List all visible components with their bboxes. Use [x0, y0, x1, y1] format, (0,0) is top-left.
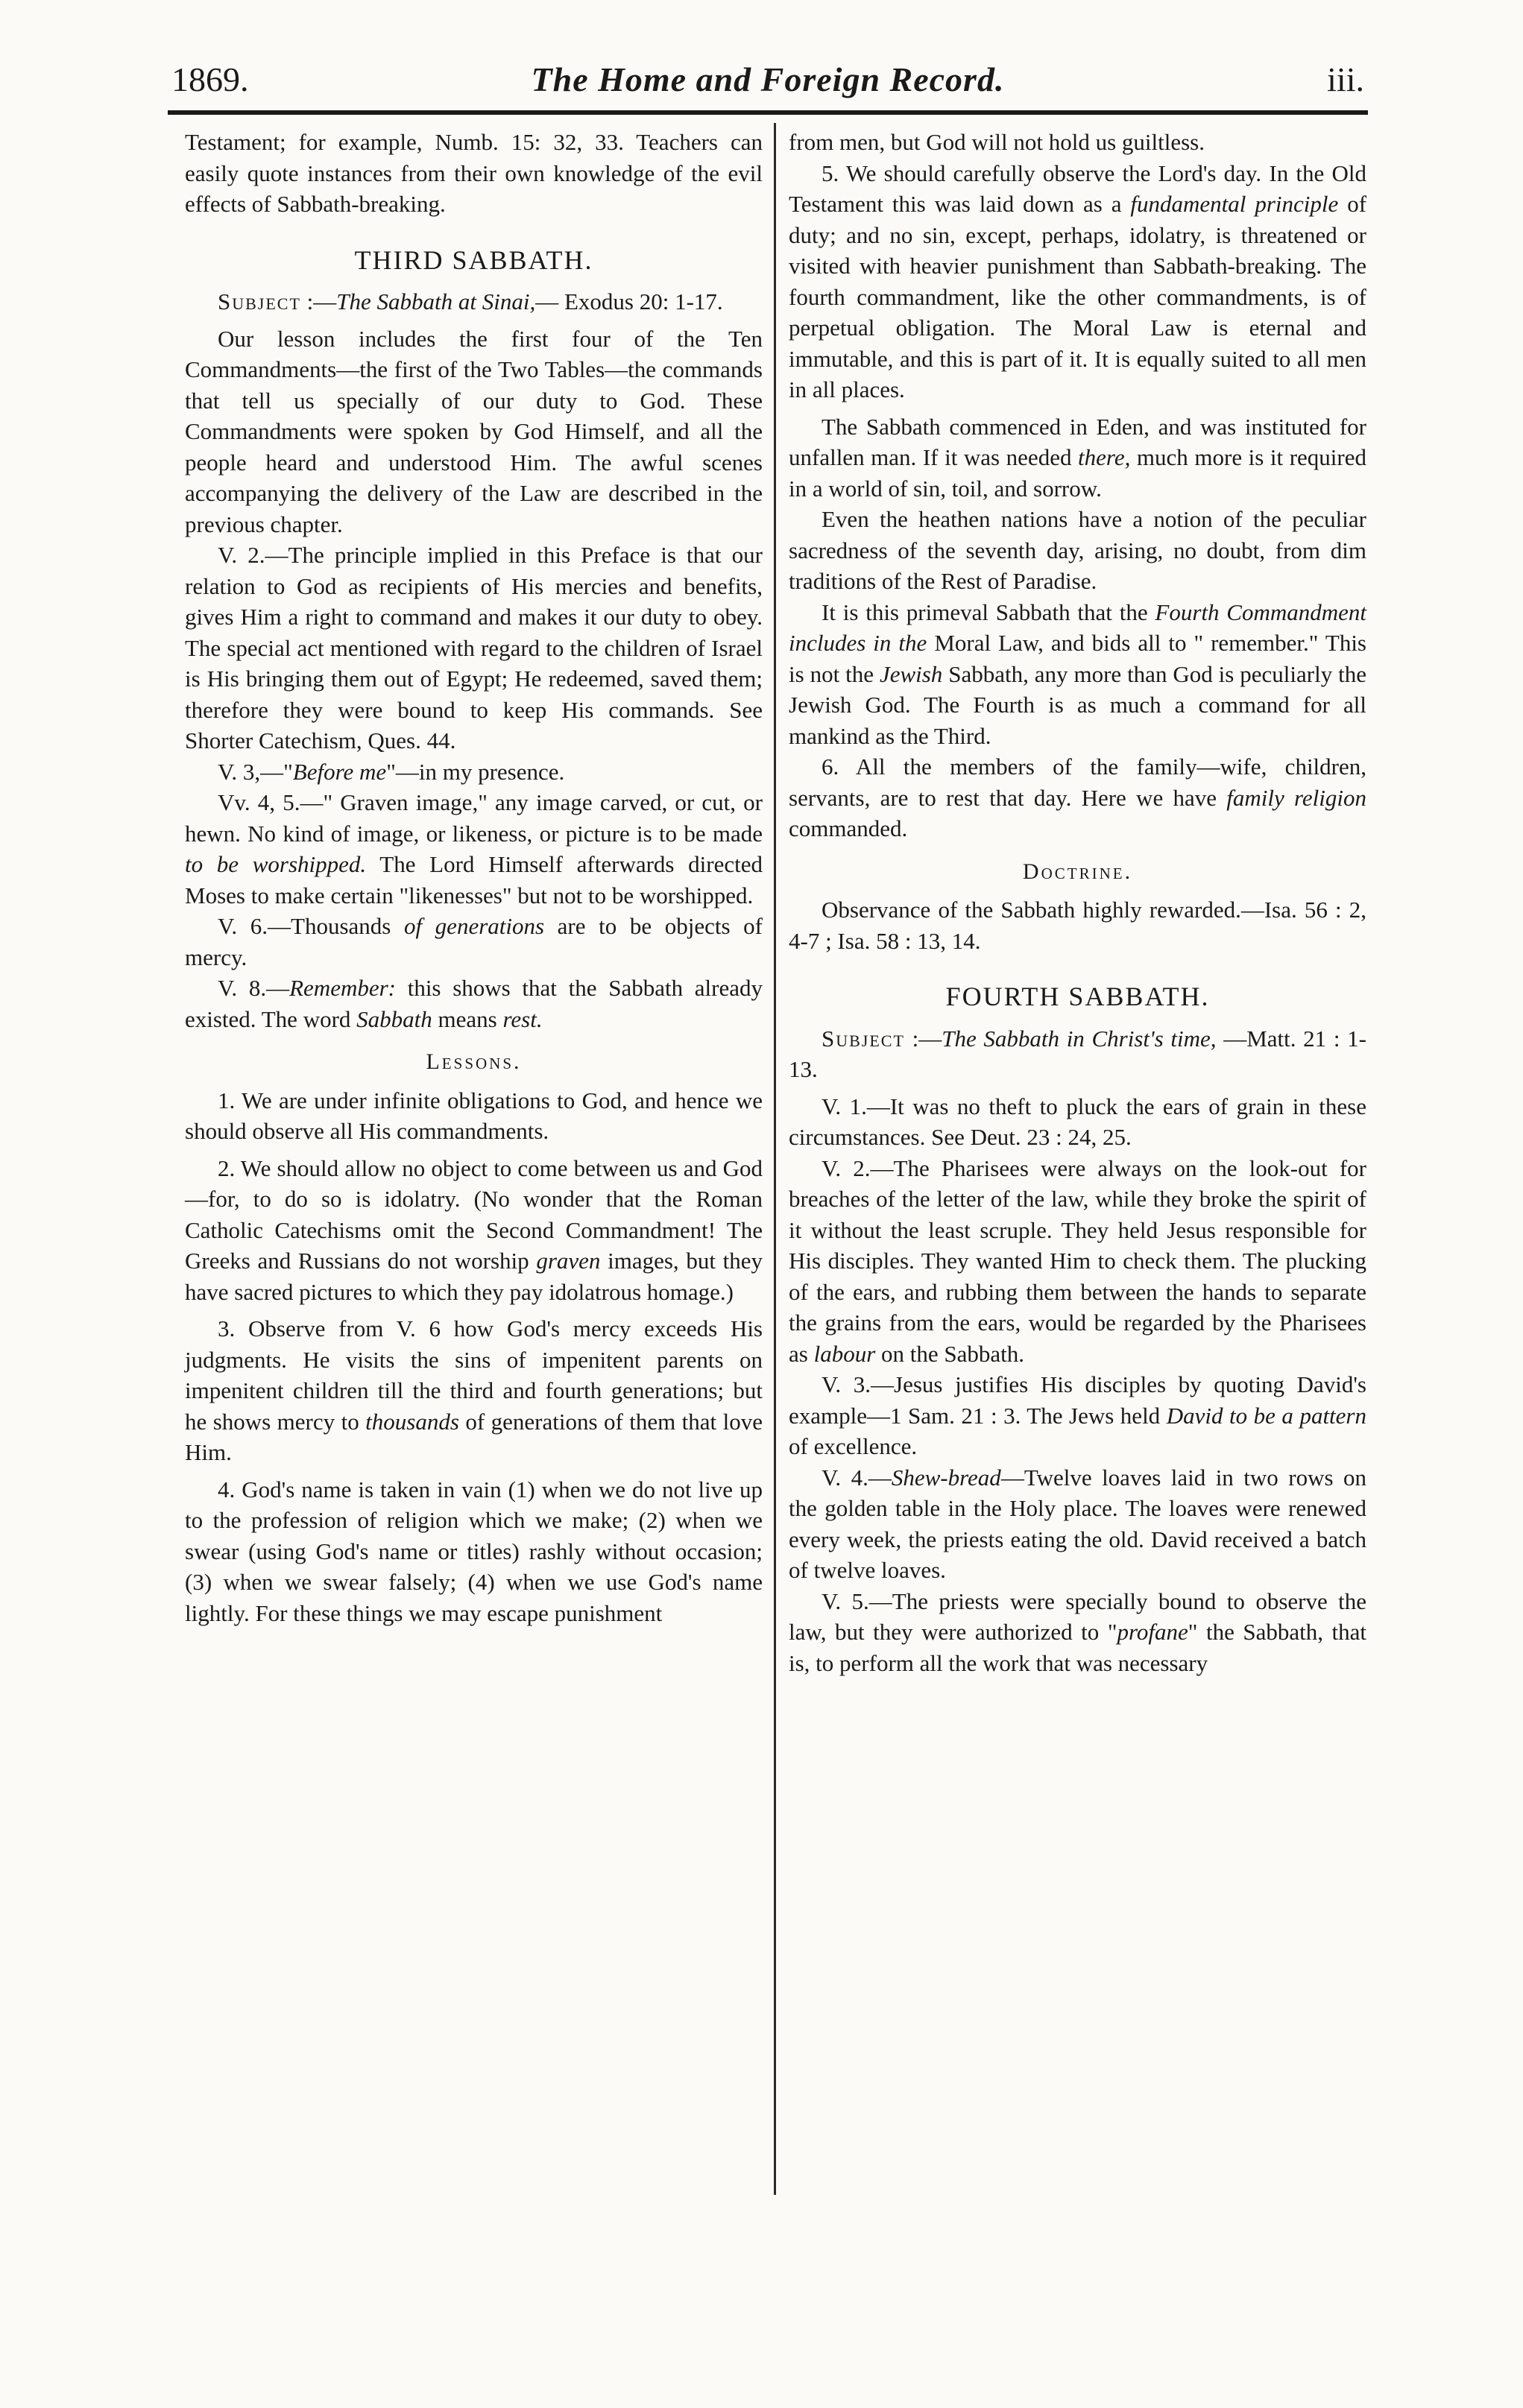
text-run: much more is it required in a world of sin, toil, and sorrow. [789, 444, 1366, 502]
subject-reference: —Matt. 21 : 1-13. [789, 1025, 1366, 1082]
subject-separator: :— [904, 1025, 942, 1052]
paragraph: Our lesson includes the first four of the Ten Commandments—the first of the Two Tables—the commands that tell us specially of our duty to God. These Commandments were spoken by God Himself, and all the people heard and understood Him. The awful scenes accompanying the delivery of the Law are described in the previous chapter. [185, 325, 763, 537]
header-rule [168, 110, 1368, 115]
subject-separator: :— [300, 288, 337, 315]
text-run-italic: Shew-bread [891, 1464, 1001, 1491]
text-run: commanded. [789, 815, 908, 841]
subject-line [185, 286, 763, 317]
text-run: —Twelve loaves laid in two rows on the golden table in the Holy place. The loaves were renewed every week, the priests eating the old. David received a batch of twelve loaves. [789, 1464, 1366, 1583]
subject-line [789, 1023, 1366, 1085]
doctrine-heading: Doctrine. [1022, 859, 1133, 884]
text-run: V. 4.— [822, 1464, 892, 1491]
subject-label: Subject [822, 1025, 905, 1052]
lesson-item [185, 1313, 763, 1468]
text-run: The Sabbath commenced in Eden, and was instituted for unfallen man. If it was needed [789, 413, 1366, 470]
text-run-italic: to be worshipped. [185, 851, 367, 877]
text-run: It is this primeval Sabbath that the [822, 598, 1155, 625]
text-run-italic: David to be a pattern [1166, 1402, 1366, 1429]
text-run: on the Sabbath. [875, 1340, 1025, 1367]
text-run: Moral Law, and bids all to " remember." This is not the [789, 630, 1367, 687]
column-divider [774, 123, 776, 2195]
paragraph [789, 597, 1366, 752]
text-run: V. 8.— [218, 975, 290, 1001]
text-run: V. 2.—The Pharisees were always on the look-out for breaches of the letter of the law, while they broke the spirit of it without the least scruple. They held Jesus responsible for His disciples. They wanted Him to check them. The plucking of the ears, and rubbing them between the hands to separate the grains from the ears, would be regarded by the Pharisees as [789, 1154, 1366, 1367]
verse-note [789, 1586, 1366, 1679]
paragraph [789, 411, 1366, 505]
header-year: 1869. [171, 60, 249, 98]
text-run-italic: labour [813, 1340, 876, 1367]
lesson-item [789, 751, 1366, 844]
text-run-italic: Jewish [879, 660, 943, 687]
text-run-italic: Fourth Commandment includes in the [789, 598, 1367, 656]
text-run-italic: of generations [403, 913, 545, 939]
subject-text: The Sabbath at Sinai, [336, 288, 536, 315]
section-heading: FOURTH SABBATH. [945, 982, 1210, 1011]
text-run: are to be objects of mercy. [185, 913, 763, 970]
verse-note: V. 2.—The principle implied in this Preface is that our relation to God as recipients of His mercies and benefits, gives Him a right to command and makes it our duty to obey. The special act mentioned with regard to the children of Israel is His bringing them out of Egypt; He redeemed, saved them; therefore they were bound to keep His commands. See Shorter Catechism, Ques. 44. [185, 542, 763, 753]
text-run: means [432, 1005, 503, 1032]
text-run-italic: thousands [365, 1408, 459, 1435]
verse-note [789, 1369, 1366, 1462]
lesson-item [789, 158, 1366, 405]
right-column [789, 127, 1366, 1678]
verse-note [789, 1462, 1366, 1586]
verse-note [789, 1153, 1366, 1370]
text-run-italic: Remember: [289, 975, 396, 1001]
subject-reference: — Exodus 20: 1-17. [535, 288, 723, 315]
left-column [185, 127, 763, 1628]
text-run: Sabbath, any more than God is peculiarly the Jewish God. The Fourth is as much a command for all mankind as the Third. [789, 660, 1367, 749]
verse-note [185, 756, 763, 788]
verse-note [185, 787, 763, 911]
text-run: "—in my presence. [386, 758, 565, 785]
text-run: 3. Observe from V. 6 how God's mercy exceeds His judgments. He visits the sins of impenitent parents on impenitent children till the third and fourth generations; but he shows mercy to [185, 1315, 763, 1435]
text-run-italic: profane [1117, 1619, 1188, 1645]
text-run: 6. All the members of the family—wife, children, servants, are to rest that day. Here we have [789, 753, 1366, 811]
lessons-heading: Lessons. [426, 1049, 522, 1074]
text-run: 5. We should carefully observe the Lord's day. In the Old Testament this was laid down as a [789, 159, 1366, 217]
section-heading: THIRD SABBATH. [354, 244, 593, 275]
text-run: V. 5.—The priests were specially bound to observe the law, but they were authorized to " [789, 1587, 1366, 1645]
text-run-italic: rest. [502, 1005, 543, 1032]
verse-note [185, 973, 763, 1034]
text-run: images, but they have sacred pictures to which they pay idolatrous homage.) [185, 1248, 763, 1305]
paragraph: Observance of the Sabbath highly rewarded.—Isa. 56 : 2, 4-7 ; Isa. 58 : 13, 14. [789, 897, 1366, 954]
verse-note: V. 1.—It was no theft to pluck the ears of grain in these circumstances. See Deut. 23 : 24, 25. [789, 1093, 1366, 1150]
paragraph: Testament; for example, Numb. 15: 32, 33. Teachers can easily quote instances from their own knowledge of the evil effects of Sabbath-breaking. [185, 129, 763, 217]
lesson-item: 1. We are under infinite obligations to God, and hence we should observe all His commandments. [185, 1087, 763, 1144]
text-run-italic: Before me [292, 758, 387, 785]
header-page-number: iii. [1327, 60, 1364, 98]
text-run: of generations of them that love Him. [185, 1408, 763, 1465]
text-run: V. 6.—Thousands [218, 913, 404, 939]
subject-text: The Sabbath in Christ's time, [942, 1025, 1217, 1052]
text-run: " the Sabbath, that is, to perform all the work that was necessary [789, 1619, 1366, 1676]
running-header [171, 54, 1364, 106]
lesson-item: 4. God's name is taken in vain (1) when we do not live up to the profession of religion which we make; (2) when we swear (using God's name or titles) rashly without occasion; (3) when we swear falsely; (4) when we use God's name lightly. For these things we may escape punishment [185, 1476, 763, 1626]
text-run: of excellence. [789, 1433, 918, 1459]
header-title: The Home and Foreign Record. [531, 60, 1005, 98]
text-run: this shows that the Sabbath already existed. The word [185, 975, 763, 1032]
text-run-italic: fundamental principle [1130, 191, 1339, 217]
text-run: V. 3,—" [218, 758, 293, 785]
text-run-italic: Sabbath [356, 1005, 432, 1032]
paragraph: from men, but God will not hold us guiltless. [789, 129, 1205, 155]
text-run: 2. We should allow no object to come between us and God—for, to do so is idolatry. (No wonder that the Roman Catholic Catechisms omit the Second Commandment! The Greeks and Russians do not worship [185, 1154, 763, 1274]
text-run-italic: graven [536, 1248, 601, 1274]
text-run-italic: there, [1078, 444, 1131, 470]
verse-note [185, 911, 763, 973]
lesson-item [185, 1153, 763, 1308]
text-run-italic: family religion [1226, 784, 1367, 811]
text-run: of duty; and no sin, except, perhaps, idolatry, is threatened or visited with heavier punishment than Sabbath-breaking. The fourth commandment, like the other commandments, is of perpetual obligation. The Moral Law is eternal and immutable, and this is part of it. It is equally suited to all men in all places. [789, 191, 1367, 402]
text-run: Vv. 4, 5.—" Graven image," any image carved, or cut, or hewn. No kind of image, or likeness, or picture is to be made [185, 789, 763, 847]
subject-label: Subject [218, 288, 301, 315]
text-run: The Lord Himself afterwards directed Moses to make certain "likenesses" but not to be worshipped. [185, 851, 763, 908]
paragraph: Even the heathen nations have a notion of the peculiar sacredness of the seventh day, arising, no doubt, from dim traditions of the Rest of Paradise. [789, 506, 1366, 594]
text-run: V. 3.—Jesus justifies His disciples by quoting David's example—1 Sam. 21 : 3. The Jews held [789, 1371, 1366, 1429]
